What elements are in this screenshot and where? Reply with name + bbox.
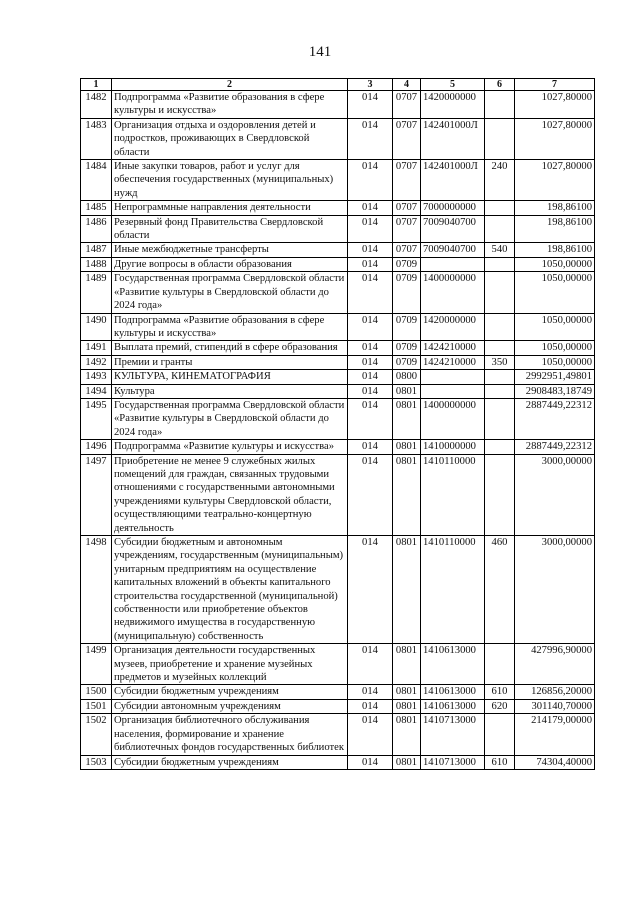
row-number: 1494 — [81, 384, 112, 398]
section-code: 0801 — [393, 755, 421, 769]
section-code: 0709 — [393, 257, 421, 271]
table-row — [81, 257, 595, 271]
expense-type-code — [485, 644, 515, 685]
row-number: 1491 — [81, 341, 112, 355]
row-name: Субсидии бюджетным учреждениям — [112, 755, 348, 769]
amount: 1050,00000 — [515, 272, 595, 313]
section-code: 0801 — [393, 644, 421, 685]
row-number: 1500 — [81, 685, 112, 699]
table-row — [81, 160, 595, 201]
expense-type-code — [485, 440, 515, 454]
table-row — [81, 440, 595, 454]
target-article-code — [421, 257, 485, 271]
section-code: 0801 — [393, 398, 421, 439]
row-number: 1495 — [81, 398, 112, 439]
expense-type-code — [485, 272, 515, 313]
row-number: 1490 — [81, 313, 112, 341]
table-row — [81, 699, 595, 713]
table-row — [81, 384, 595, 398]
section-code: 0709 — [393, 355, 421, 369]
amount: 3000,00000 — [515, 454, 595, 535]
ministry-code: 014 — [348, 243, 393, 257]
section-code: 0707 — [393, 160, 421, 201]
table-row — [81, 685, 595, 699]
row-name: Непрограммные направления деятельности — [112, 201, 348, 215]
expense-type-code: 240 — [485, 160, 515, 201]
table-row — [81, 370, 595, 384]
ministry-code: 014 — [348, 699, 393, 713]
amount: 198,86100 — [515, 201, 595, 215]
section-code: 0707 — [393, 118, 421, 159]
row-name: Премии и гранты — [112, 355, 348, 369]
section-code: 0801 — [393, 714, 421, 755]
column-header: 4 — [393, 79, 421, 91]
ministry-code: 014 — [348, 91, 393, 119]
row-name: Приобретение не менее 9 служебных жилых помещений для граждан, связанных трудовыми отношениями с государственными автономными учреждениями культуры Свердловской области, осуществляющими театрально-концертную деятельность — [112, 454, 348, 535]
row-number: 1484 — [81, 160, 112, 201]
expense-type-code: 610 — [485, 755, 515, 769]
target-article-code: 1420000000 — [421, 313, 485, 341]
column-header: 3 — [348, 79, 393, 91]
row-number: 1496 — [81, 440, 112, 454]
expense-type-code — [485, 118, 515, 159]
row-number: 1482 — [81, 91, 112, 119]
row-name: Иные закупки товаров, работ и услуг для обеспечения государственных (муниципальных) нужд — [112, 160, 348, 201]
amount: 198,86100 — [515, 243, 595, 257]
row-number: 1487 — [81, 243, 112, 257]
amount: 1027,80000 — [515, 160, 595, 201]
ministry-code: 014 — [348, 257, 393, 271]
row-name: Организация отдыха и оздоровления детей и подростков, проживающих в Свердловской области — [112, 118, 348, 159]
ministry-code: 014 — [348, 341, 393, 355]
section-code: 0707 — [393, 91, 421, 119]
ministry-code: 014 — [348, 644, 393, 685]
ministry-code: 014 — [348, 355, 393, 369]
row-name: КУЛЬТУРА, КИНЕМАТОГРАФИЯ — [112, 370, 348, 384]
target-article-code: 1410613000 — [421, 644, 485, 685]
section-code: 0707 — [393, 215, 421, 243]
budget-table — [80, 78, 595, 770]
expense-type-code: 350 — [485, 355, 515, 369]
row-number: 1493 — [81, 370, 112, 384]
row-number: 1492 — [81, 355, 112, 369]
column-header: 5 — [421, 79, 485, 91]
row-number: 1499 — [81, 644, 112, 685]
amount: 301140,70000 — [515, 699, 595, 713]
row-name: Подпрограмма «Развитие образования в сфере культуры и искусства» — [112, 313, 348, 341]
expense-type-code — [485, 341, 515, 355]
section-code: 0801 — [393, 384, 421, 398]
ministry-code: 014 — [348, 454, 393, 535]
target-article-code — [421, 384, 485, 398]
amount: 2887449,22312 — [515, 398, 595, 439]
expense-type-code — [485, 714, 515, 755]
expense-type-code — [485, 313, 515, 341]
section-code: 0709 — [393, 313, 421, 341]
target-article-code: 142401000Л — [421, 118, 485, 159]
target-article-code: 7000000000 — [421, 201, 485, 215]
expense-type-code: 540 — [485, 243, 515, 257]
expense-type-code — [485, 215, 515, 243]
target-article-code: 1420000000 — [421, 91, 485, 119]
ministry-code: 014 — [348, 384, 393, 398]
ministry-code: 014 — [348, 714, 393, 755]
row-name: Государственная программа Свердловской области «Развитие культуры в Свердловской области до 2024 года» — [112, 398, 348, 439]
ministry-code: 014 — [348, 160, 393, 201]
section-code: 0801 — [393, 454, 421, 535]
target-article-code: 1410000000 — [421, 440, 485, 454]
column-header: 2 — [112, 79, 348, 91]
row-name: Культура — [112, 384, 348, 398]
expense-type-code: 610 — [485, 685, 515, 699]
row-number: 1502 — [81, 714, 112, 755]
table-row — [81, 341, 595, 355]
section-code: 0709 — [393, 341, 421, 355]
amount: 427996,90000 — [515, 644, 595, 685]
expense-type-code — [485, 257, 515, 271]
ministry-code: 014 — [348, 398, 393, 439]
ministry-code: 014 — [348, 440, 393, 454]
table-row — [81, 313, 595, 341]
expense-type-code: 620 — [485, 699, 515, 713]
amount: 198,86100 — [515, 215, 595, 243]
amount: 2992951,49801 — [515, 370, 595, 384]
amount: 1050,00000 — [515, 355, 595, 369]
section-code: 0707 — [393, 201, 421, 215]
table-row — [81, 243, 595, 257]
target-article-code: 1410713000 — [421, 755, 485, 769]
amount: 1050,00000 — [515, 341, 595, 355]
row-name: Организация библиотечного обслуживания населения, формирование и хранение библиотечных фондов государственных библиотек — [112, 714, 348, 755]
target-article-code: 1424210000 — [421, 341, 485, 355]
row-name: Субсидии автономным учреждениям — [112, 699, 348, 713]
ministry-code: 014 — [348, 685, 393, 699]
row-name: Подпрограмма «Развитие образования в сфере культуры и искусства» — [112, 91, 348, 119]
row-name: Субсидии бюджетным и автономным учреждениям, государственным (муниципальным) унитарным предприятиям на осуществление капитальных вложений в объекты капитального строительства государственной (муниципальной) собственности или приобретение объектов недвижимого имущества в государственную (муниципальную) собственность — [112, 536, 348, 644]
table-row — [81, 755, 595, 769]
row-number: 1498 — [81, 536, 112, 644]
row-name: Выплата премий, стипендий в сфере образования — [112, 341, 348, 355]
row-number: 1485 — [81, 201, 112, 215]
target-article-code: 7009040700 — [421, 215, 485, 243]
amount: 74304,40000 — [515, 755, 595, 769]
row-name: Государственная программа Свердловской области «Развитие культуры в Свердловской области до 2024 года» — [112, 272, 348, 313]
table-row — [81, 714, 595, 755]
row-number: 1483 — [81, 118, 112, 159]
section-code: 0801 — [393, 440, 421, 454]
expense-type-code — [485, 398, 515, 439]
table-row — [81, 91, 595, 119]
section-code: 0709 — [393, 272, 421, 313]
ministry-code: 014 — [348, 313, 393, 341]
ministry-code: 014 — [348, 755, 393, 769]
table-row — [81, 454, 595, 535]
target-article-code: 1410713000 — [421, 714, 485, 755]
table-header-row — [81, 79, 595, 91]
amount: 214179,00000 — [515, 714, 595, 755]
target-article-code: 1410613000 — [421, 699, 485, 713]
amount: 1027,80000 — [515, 118, 595, 159]
table-row — [81, 536, 595, 644]
expense-type-code — [485, 454, 515, 535]
table-body — [81, 91, 595, 770]
target-article-code: 1400000000 — [421, 272, 485, 313]
row-number: 1503 — [81, 755, 112, 769]
target-article-code: 1424210000 — [421, 355, 485, 369]
amount: 3000,00000 — [515, 536, 595, 644]
table-row — [81, 398, 595, 439]
target-article-code: 1400000000 — [421, 398, 485, 439]
row-name: Организация деятельности государственных музеев, приобретение и хранение музейных предметов и музейных коллекций — [112, 644, 348, 685]
row-name: Субсидии бюджетным учреждениям — [112, 685, 348, 699]
section-code: 0801 — [393, 699, 421, 713]
table-row — [81, 272, 595, 313]
ministry-code: 014 — [348, 118, 393, 159]
expense-type-code — [485, 370, 515, 384]
column-header: 7 — [515, 79, 595, 91]
row-name: Другие вопросы в области образования — [112, 257, 348, 271]
column-header: 6 — [485, 79, 515, 91]
section-code: 0801 — [393, 685, 421, 699]
ministry-code: 014 — [348, 215, 393, 243]
row-number: 1497 — [81, 454, 112, 535]
row-name: Резервный фонд Правительства Свердловской области — [112, 215, 348, 243]
ministry-code: 014 — [348, 536, 393, 644]
ministry-code: 014 — [348, 370, 393, 384]
table-row — [81, 644, 595, 685]
ministry-code: 014 — [348, 272, 393, 313]
table-row — [81, 118, 595, 159]
expense-type-code — [485, 201, 515, 215]
row-number: 1488 — [81, 257, 112, 271]
table-row — [81, 355, 595, 369]
target-article-code: 1410110000 — [421, 454, 485, 535]
target-article-code — [421, 370, 485, 384]
target-article-code: 142401000Л — [421, 160, 485, 201]
row-number: 1489 — [81, 272, 112, 313]
ministry-code: 014 — [348, 201, 393, 215]
row-number: 1501 — [81, 699, 112, 713]
amount: 126856,20000 — [515, 685, 595, 699]
row-name: Подпрограмма «Развитие культуры и искусства» — [112, 440, 348, 454]
expense-type-code — [485, 91, 515, 119]
target-article-code: 1410110000 — [421, 536, 485, 644]
target-article-code: 1410613000 — [421, 685, 485, 699]
column-header: 1 — [81, 79, 112, 91]
target-article-code: 7009040700 — [421, 243, 485, 257]
amount: 2887449,22312 — [515, 440, 595, 454]
amount: 1027,80000 — [515, 91, 595, 119]
row-number: 1486 — [81, 215, 112, 243]
page-number: 141 — [308, 44, 332, 60]
section-code: 0800 — [393, 370, 421, 384]
table-row — [81, 201, 595, 215]
amount: 1050,00000 — [515, 257, 595, 271]
table-row — [81, 215, 595, 243]
section-code: 0707 — [393, 243, 421, 257]
section-code: 0801 — [393, 536, 421, 644]
expense-type-code — [485, 384, 515, 398]
amount: 2908483,18749 — [515, 384, 595, 398]
expense-type-code: 460 — [485, 536, 515, 644]
row-name: Иные межбюджетные трансферты — [112, 243, 348, 257]
amount: 1050,00000 — [515, 313, 595, 341]
